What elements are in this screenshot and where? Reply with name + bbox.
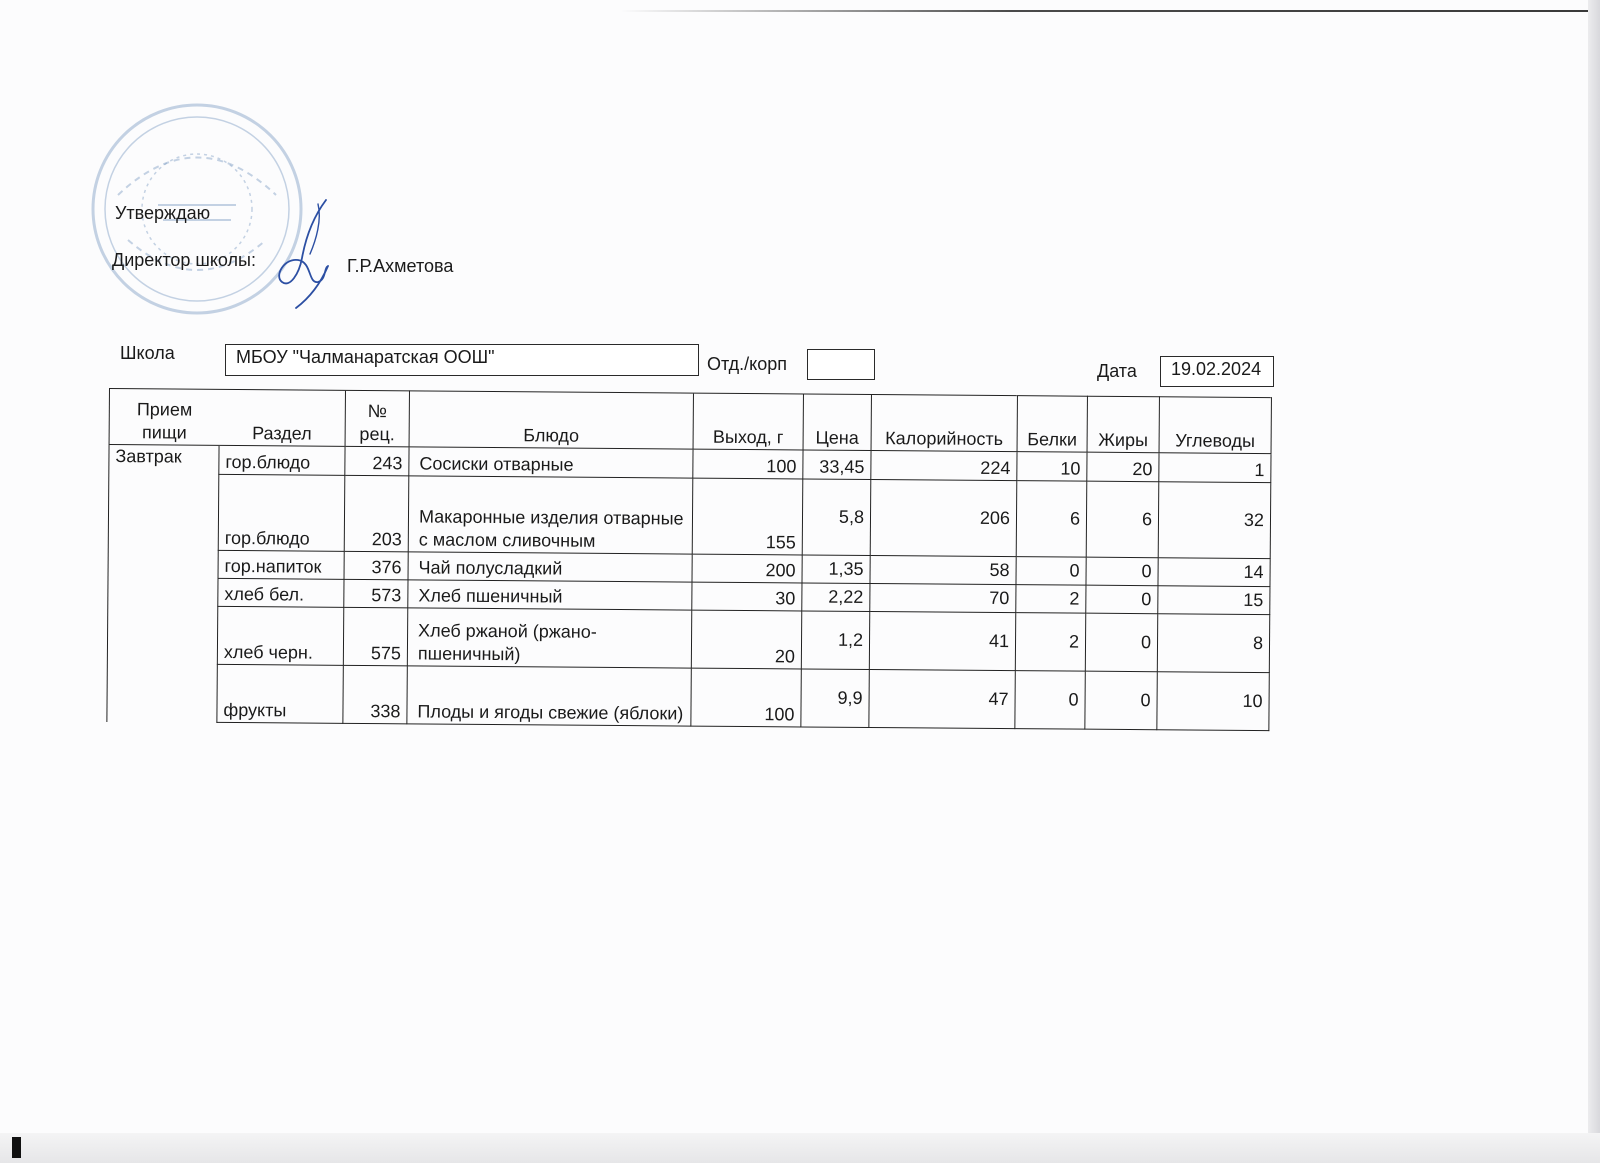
yield-cell: 20 [691, 610, 801, 669]
section-cell: хлеб черн. [217, 606, 343, 665]
table-row [107, 605, 1269, 672]
proteins-cell: 0 [1015, 671, 1085, 730]
price-cell: 9,9 [801, 669, 869, 728]
section-cell: фрукты [217, 664, 343, 723]
header-carbs: Углеводы [1159, 397, 1271, 454]
dish-cell: Плоды и ягоды свежие (яблоки) [407, 666, 691, 726]
proteins-cell: 2 [1016, 585, 1086, 614]
menu-table-wrapper [106, 388, 1299, 731]
dish-cell: Макаронные изделия отварные с маслом сливочным [408, 476, 693, 554]
fats-cell: 0 [1085, 671, 1157, 730]
calories-cell: 58 [870, 555, 1016, 584]
header-fats: Жиры [1087, 396, 1159, 453]
yield-cell: 100 [691, 668, 801, 727]
recipe-cell: 243 [345, 446, 409, 476]
header-dish: Блюдо [409, 391, 693, 449]
header-section: Раздел [219, 389, 345, 446]
director-name: Г.Р.Ахметова [347, 256, 454, 276]
proteins-cell: 6 [1016, 481, 1087, 558]
date-field: 19.02.2024 [1160, 356, 1274, 387]
price-cell: 1,2 [801, 611, 869, 670]
section-cell: гор.блюдо [218, 474, 345, 551]
header-meal: Прием пищи [109, 389, 219, 446]
yield-cell: 155 [692, 478, 803, 555]
header-price: Цена [803, 394, 871, 451]
director-signature-icon [268, 196, 348, 311]
school-field: МБОУ "Чалманаратская ООШ" [225, 344, 699, 376]
table-header [109, 389, 1271, 454]
carbs-cell: 14 [1158, 558, 1270, 587]
meal-cell: Завтрак [107, 445, 219, 723]
recipe-cell: 338 [343, 665, 407, 724]
scan-edge-right [1588, 0, 1600, 1163]
menu-table [106, 388, 1272, 731]
dish-cell: Хлеб пшеничный [408, 580, 692, 610]
yield-cell: 200 [692, 554, 802, 583]
carbs-cell: 32 [1158, 482, 1271, 559]
dish-cell: Сосиски отварные [409, 447, 693, 478]
date-label: Дата [1097, 361, 1137, 381]
fats-cell: 6 [1086, 481, 1159, 558]
scan-mark [12, 1137, 21, 1158]
fats-cell: 20 [1087, 452, 1159, 482]
director-label: Директор школы: [112, 250, 256, 270]
calories-cell: 41 [869, 611, 1015, 670]
calories-cell: 224 [871, 450, 1017, 480]
dish-cell: Чай полусладкий [408, 552, 692, 582]
scan-edge-bottom [0, 1133, 1600, 1163]
table-row [107, 663, 1269, 730]
recipe-cell: 575 [343, 607, 407, 666]
table-body [107, 445, 1271, 731]
section-cell: хлеб бел. [218, 578, 344, 607]
header-recipe: № рец. [345, 390, 409, 447]
proteins-cell: 10 [1017, 452, 1087, 482]
price-cell: 2,22 [802, 583, 870, 612]
scan-edge-top [620, 10, 1600, 12]
yield-cell: 30 [692, 582, 802, 611]
carbs-cell: 8 [1157, 614, 1269, 673]
carbs-cell: 1 [1159, 453, 1271, 483]
header-calories: Калорийность [871, 394, 1017, 451]
proteins-cell: 2 [1015, 613, 1085, 672]
recipe-cell: 573 [344, 579, 408, 608]
section-cell: гор.блюдо [219, 445, 345, 475]
price-cell: 1,35 [802, 555, 870, 584]
dish-cell: Хлеб ржаной (ржано-пшеничный) [407, 608, 691, 668]
header-yield: Выход, г [693, 393, 803, 450]
fats-cell: 0 [1085, 613, 1157, 672]
carbs-cell: 15 [1158, 586, 1270, 615]
price-cell: 33,45 [803, 450, 871, 480]
proteins-cell: 0 [1016, 557, 1086, 586]
recipe-cell: 203 [344, 475, 409, 552]
table-row [108, 474, 1271, 559]
branch-label: Отд./корп [707, 354, 787, 374]
school-label: Школа [120, 343, 175, 363]
section-cell: гор.напиток [218, 550, 344, 579]
recipe-cell: 376 [344, 551, 408, 580]
calories-cell: 206 [870, 479, 1017, 556]
fats-cell: 0 [1086, 557, 1158, 586]
calories-cell: 47 [869, 669, 1015, 728]
carbs-cell: 10 [1157, 672, 1269, 731]
price-cell: 5,8 [802, 479, 871, 556]
yield-cell: 100 [693, 449, 803, 479]
branch-field [807, 349, 875, 380]
approve-label: Утверждаю [115, 203, 211, 223]
header-proteins: Белки [1017, 396, 1087, 453]
calories-cell: 70 [870, 583, 1016, 612]
fats-cell: 0 [1086, 585, 1158, 614]
